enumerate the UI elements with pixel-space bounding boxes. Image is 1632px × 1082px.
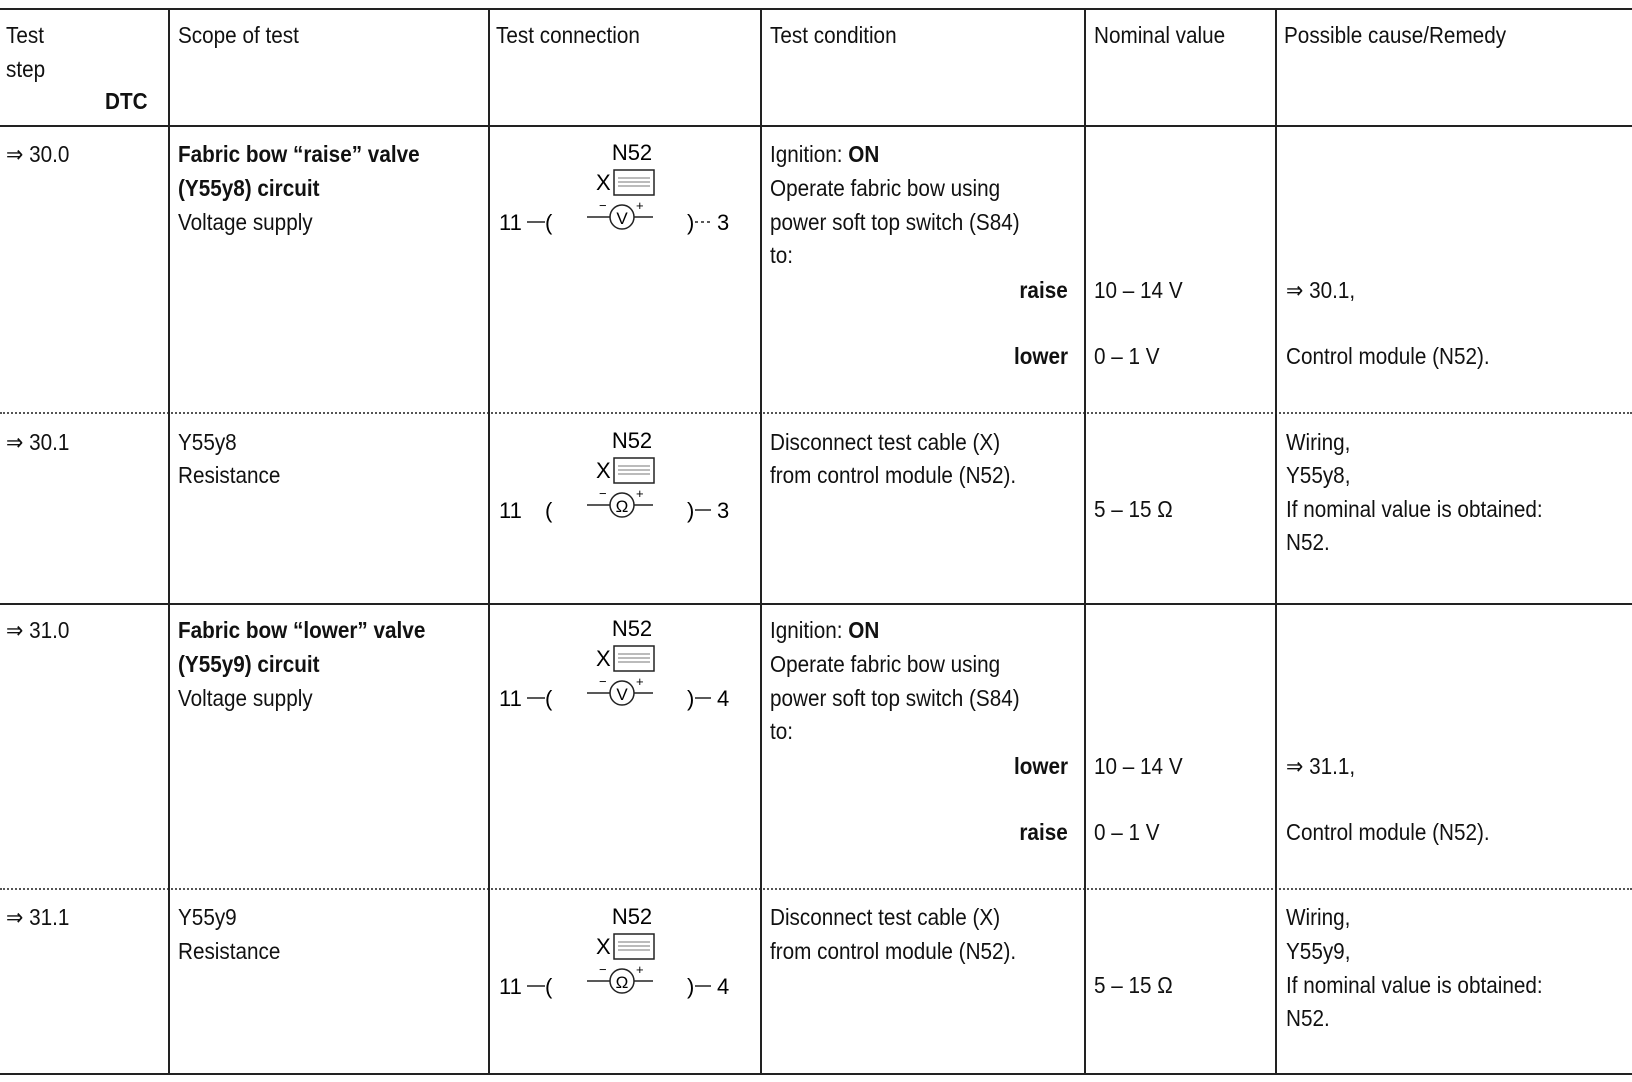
remedy-text: Control module (N52). xyxy=(1286,343,1490,369)
meter-symbol: V xyxy=(616,685,628,704)
right-pin-label: 4 xyxy=(717,686,730,711)
remedy-text: Y55y8, xyxy=(1286,462,1351,488)
header-step: step xyxy=(6,56,46,82)
meter-symbol: Ω xyxy=(615,497,629,516)
condition-line: power soft top switch (S84) xyxy=(770,209,1020,235)
scope-description: Resistance xyxy=(178,938,281,964)
test-connection-diagram xyxy=(495,138,755,248)
minus-icon: − xyxy=(599,198,607,213)
remedy-text: If nominal value is obtained: xyxy=(1286,972,1543,998)
scope-title-2: (Y55y8) circuit xyxy=(178,175,320,201)
condition-sub-label: raise xyxy=(1019,277,1068,303)
remedy-text: Control module (N52). xyxy=(1286,819,1490,845)
plus-icon: + xyxy=(636,962,644,977)
condition-sub-label: lower xyxy=(1013,343,1068,369)
left-clip-icon: ( xyxy=(545,974,553,999)
scope-title: Fabric bow “lower” valve xyxy=(178,617,426,643)
right-pin-label: 4 xyxy=(717,974,730,999)
nominal-value: 5 – 15 Ω xyxy=(1094,496,1173,522)
left-pin-label: 11 xyxy=(499,210,522,235)
left-pin-label: 11 xyxy=(499,498,522,523)
cable-label: X xyxy=(596,170,611,195)
scope-component: Y55y8 xyxy=(178,429,237,455)
condition-line: to: xyxy=(770,242,794,268)
nominal-value: 5 – 15 Ω xyxy=(1094,972,1173,998)
step-number: ⇒ 31.1 xyxy=(6,904,70,930)
nominal-value: 10 – 14 V xyxy=(1094,277,1183,303)
minus-icon: − xyxy=(599,486,607,501)
nominal-value: 10 – 14 V xyxy=(1094,753,1183,779)
left-clip-icon: ( xyxy=(545,498,553,523)
step-number: ⇒ 30.0 xyxy=(6,141,70,167)
left-pin-label: 11 xyxy=(499,974,522,999)
step-number: ⇒ 30.1 xyxy=(6,429,70,455)
condition-line: power soft top switch (S84) xyxy=(770,685,1020,711)
condition-line: Operate fabric bow using xyxy=(770,651,1001,677)
left-clip-icon: ( xyxy=(545,686,553,711)
remedy-text: Wiring, xyxy=(1286,429,1351,455)
row-divider-3 xyxy=(0,888,1632,890)
cable-label: X xyxy=(596,646,611,671)
condition-value: ON xyxy=(848,617,880,643)
scope-title: Fabric bow “raise” valve xyxy=(178,141,420,167)
minus-icon: − xyxy=(599,674,607,689)
connector-pins-icon xyxy=(618,942,650,950)
header-nominal: Nominal value xyxy=(1094,22,1226,48)
condition-line: from control module (N52). xyxy=(770,938,1017,964)
test-connection-diagram xyxy=(495,614,755,724)
test-connection-diagram xyxy=(495,902,755,1012)
scope-description: Resistance xyxy=(178,462,281,488)
nominal-value: 0 – 1 V xyxy=(1094,819,1160,845)
plus-icon: + xyxy=(636,486,644,501)
remedy-text: ⇒ 30.1, xyxy=(1286,277,1356,303)
right-clip-icon: ) xyxy=(687,210,695,235)
header-rule xyxy=(0,125,1632,127)
row-divider-1 xyxy=(0,412,1632,414)
condition-line: to: xyxy=(770,718,794,744)
scope-component: Y55y9 xyxy=(178,904,237,930)
remedy-text: Y55y9, xyxy=(1286,938,1351,964)
condition-label: Ignition: xyxy=(770,141,849,167)
scope-title-2: (Y55y9) circuit xyxy=(178,651,320,677)
step-number: ⇒ 31.0 xyxy=(6,617,70,643)
meter-symbol: V xyxy=(616,209,628,228)
header-scope: Scope of test xyxy=(178,22,299,48)
left-clip-icon: ( xyxy=(545,210,553,235)
condition-sub-label: lower xyxy=(1013,753,1068,779)
col-rule-4 xyxy=(1084,8,1086,1075)
cable-label: X xyxy=(596,458,611,483)
condition-line: Disconnect test cable (X) xyxy=(770,904,1001,930)
scope-description: Voltage supply xyxy=(178,209,313,235)
right-pin-label: 3 xyxy=(717,498,730,523)
header-condition: Test condition xyxy=(770,22,897,48)
connector-pins-icon xyxy=(618,178,650,186)
plus-icon: + xyxy=(636,674,644,689)
col-rule-1 xyxy=(168,8,170,1075)
scope-description: Voltage supply xyxy=(178,685,313,711)
connector-pins-icon xyxy=(618,466,650,474)
nominal-value: 0 – 1 V xyxy=(1094,343,1160,369)
right-pin-label: 3 xyxy=(717,210,730,235)
test-connection-diagram xyxy=(495,426,755,536)
col-rule-5 xyxy=(1275,8,1277,1075)
condition-sub-label: raise xyxy=(1019,819,1068,845)
remedy-text: ⇒ 31.1, xyxy=(1286,753,1356,779)
module-label: N52 xyxy=(611,428,653,453)
col-rule-3 xyxy=(760,8,762,1075)
remedy-text: N52. xyxy=(1286,1005,1330,1031)
condition-line: Disconnect test cable (X) xyxy=(770,429,1001,455)
condition-line: from control module (N52). xyxy=(770,462,1017,488)
row-divider-2 xyxy=(0,603,1632,605)
left-pin-label: 11 xyxy=(499,686,522,711)
module-label: N52 xyxy=(611,616,653,641)
cable-label: X xyxy=(596,934,611,959)
remedy-text: If nominal value is obtained: xyxy=(1286,496,1543,522)
minus-icon: − xyxy=(599,962,607,977)
module-label: N52 xyxy=(611,140,653,165)
header-dtc: DTC xyxy=(105,88,148,114)
header-connection: Test connection xyxy=(496,22,640,48)
condition-label: Ignition: xyxy=(770,617,849,643)
condition-value: ON xyxy=(848,141,880,167)
connector-pins-icon xyxy=(618,654,650,662)
meter-symbol: Ω xyxy=(615,973,629,992)
header-remedy: Possible cause/Remedy xyxy=(1284,22,1507,48)
condition-line: Operate fabric bow using xyxy=(770,175,1001,201)
header-test: Test xyxy=(6,22,44,48)
remedy-text: N52. xyxy=(1286,529,1330,555)
condition-ignition xyxy=(770,137,879,171)
condition-ignition xyxy=(770,613,879,647)
right-clip-icon: ) xyxy=(687,974,695,999)
remedy-text: Wiring, xyxy=(1286,904,1351,930)
plus-icon: + xyxy=(636,198,644,213)
module-label: N52 xyxy=(611,904,653,929)
top-rule xyxy=(0,8,1632,10)
right-clip-icon: ) xyxy=(687,686,695,711)
col-rule-2 xyxy=(488,8,490,1075)
right-clip-icon: ) xyxy=(687,498,695,523)
bottom-rule xyxy=(0,1073,1632,1075)
